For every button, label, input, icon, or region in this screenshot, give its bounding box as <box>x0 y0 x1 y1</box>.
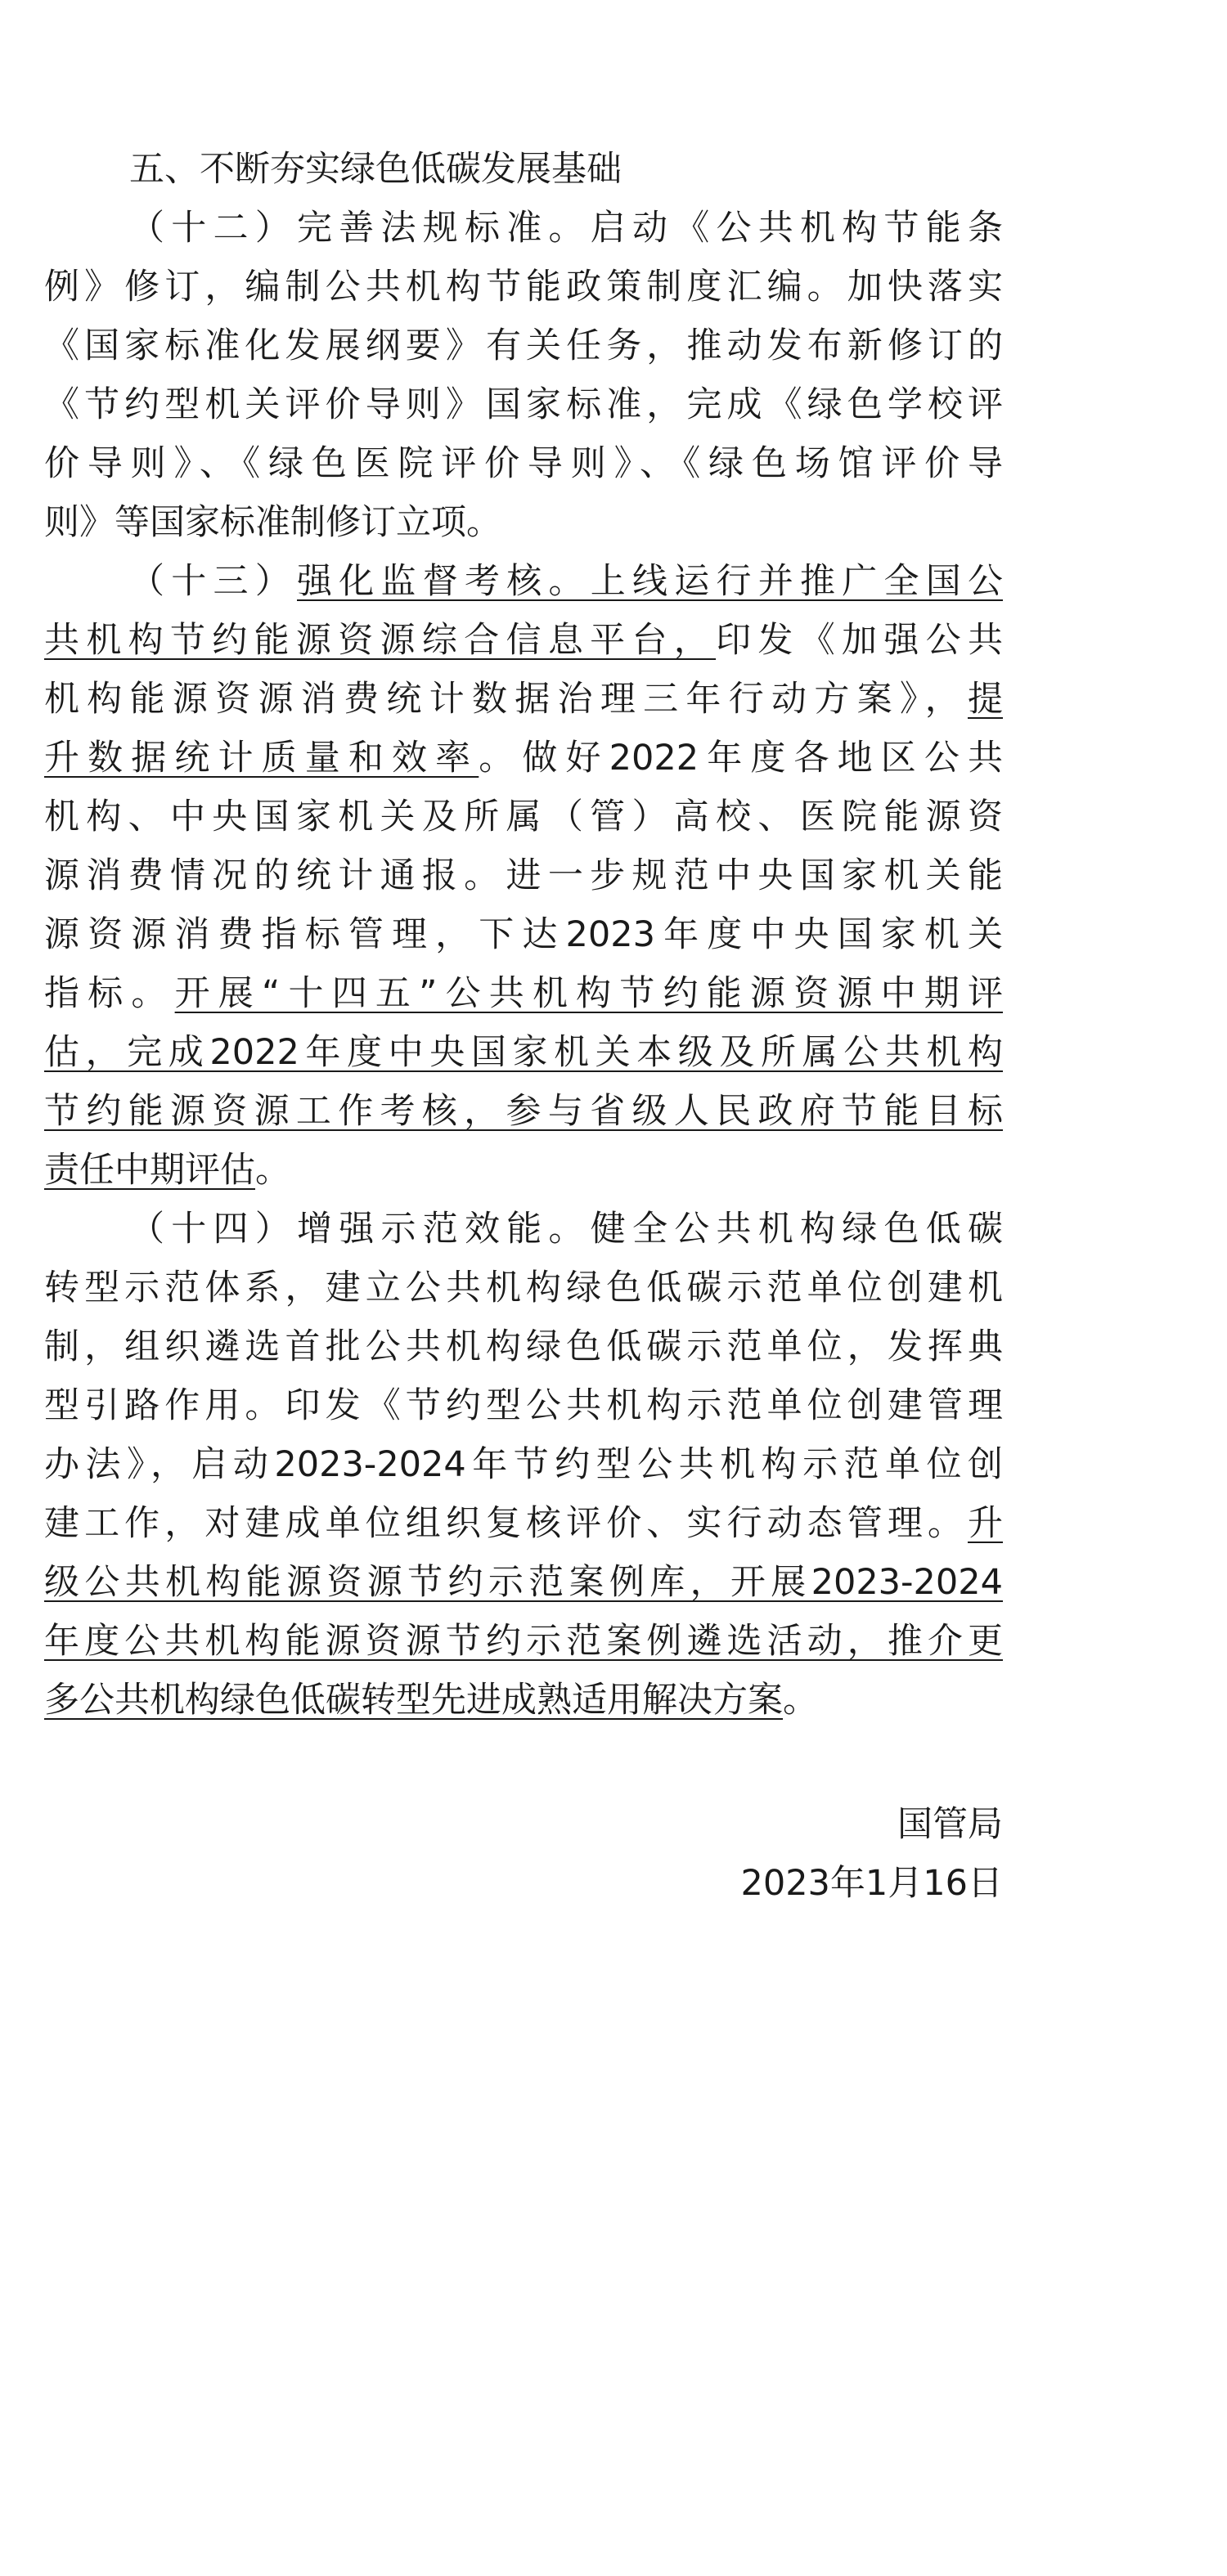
p14-line-9-text: 。 <box>783 1680 818 1721</box>
p14-line-1: （十四）增强示范效能。健全公共机构绿色低碳 <box>129 1209 1003 1250</box>
p13-line-11-text: 。 <box>255 1150 290 1191</box>
p14-line-2: 转型示范体系，建立公共机构绿色低碳示范单位创建机 <box>44 1268 1003 1308</box>
p13-line-6: 源消费情况的统计通报。进一步规范中央国家机关能 <box>44 855 1003 896</box>
p13-line-2-text: 印发《加强公共 <box>716 620 1004 661</box>
signature-date: 2023年1月16日 <box>740 1863 1003 1904</box>
p13-line-9-underlined: 估，完成2022年度中央国家机关本级及所属公共机构 <box>44 1032 1003 1073</box>
p14-line-7-underlined: 级公共机构能源资源节约示范案例库，开展2023-2024 <box>44 1562 1003 1603</box>
p12-line-5: 价导则》、《绿色医院评价导则》、《绿色场馆评价导 <box>44 443 1003 484</box>
p13-line-3 <box>44 669 1003 729</box>
p13-line-11 <box>44 1140 290 1200</box>
p13-line-10 <box>44 1081 1003 1142</box>
p14-line-9-underlined: 多公共机构绿色低碳转型先进成熟适用解决方案 <box>44 1680 783 1721</box>
p14-line-6-underlined: 升 <box>968 1503 1003 1544</box>
p14-line-8 <box>44 1611 1003 1672</box>
p13-line-8 <box>44 963 1003 1024</box>
p13-line-4-underlined: 升数据统计质量和效率 <box>44 738 479 779</box>
p13-line-1-underlined: 强化监督考核。上线运行并推广全国公 <box>297 561 1003 602</box>
p13-line-1 <box>129 551 1003 612</box>
section-heading: 五、不断夯实绿色低碳发展基础 <box>129 149 622 190</box>
p14-line-8-underlined: 年度公共机构能源资源节约示范案例遴选活动，推介更 <box>44 1621 1003 1662</box>
p12-line-1: （十二）完善法规标准。启动《公共机构节能条 <box>129 208 1003 249</box>
p13-line-9 <box>44 1022 1003 1083</box>
p13-line-11-underlined: 责任中期评估 <box>44 1150 255 1191</box>
p13-line-1-text: （十三） <box>129 561 297 602</box>
p14-line-4: 型引路作用。印发《节约型公共机构示范单位创建管理 <box>44 1385 1003 1426</box>
signature-org: 国管局 <box>897 1804 1003 1845</box>
p14-line-7 <box>44 1552 1003 1613</box>
p14-line-6 <box>44 1493 1003 1554</box>
p13-line-10-underlined: 节约能源资源工作考核，参与省级人民政府节能目标 <box>44 1091 1003 1132</box>
p13-line-3-underlined: 提 <box>968 679 1003 720</box>
p12-line-2: 例》修订，编制公共机构节能政策制度汇编。加快落实 <box>44 267 1003 307</box>
p13-line-2 <box>44 610 1003 671</box>
p13-line-2-underlined: 共机构节约能源资源综合信息平台， <box>44 620 717 661</box>
p14-line-5: 办法》，启动2023-2024年节约型公共机构示范单位创 <box>44 1444 1003 1485</box>
p12-line-6: 则》等国家标准制修订立项。 <box>44 502 501 543</box>
p13-line-4 <box>44 728 1003 788</box>
p13-line-5: 机构、中央国家机关及所属（管）高校、医院能源资 <box>44 797 1003 837</box>
p14-line-6-text: 建工作，对建成单位组织复核评价、实行动态管理。 <box>44 1503 968 1544</box>
p13-line-8-underlined: 开展“十四五”公共机构节约能源资源中期评 <box>174 973 1003 1014</box>
p12-line-3: 《国家标准化发展纲要》有关任务，推动发布新修订的 <box>44 325 1003 366</box>
p12-line-4: 《节约型机关评价导则》国家标准，完成《绿色学校评 <box>44 384 1003 425</box>
p14-line-9 <box>44 1670 818 1730</box>
p13-line-4-text: 。做好2022年度各地区公共 <box>479 738 1003 779</box>
p13-line-3-text: 机构能源资源消费统计数据治理三年行动方案》， <box>44 679 968 720</box>
p13-line-7: 源资源消费指标管理，下达2023年度中央国家机关 <box>44 914 1003 955</box>
p13-line-8-text: 指标。 <box>44 973 175 1014</box>
p14-line-3: 制，组织遴选首批公共机构绿色低碳示范单位，发挥典 <box>44 1326 1003 1367</box>
